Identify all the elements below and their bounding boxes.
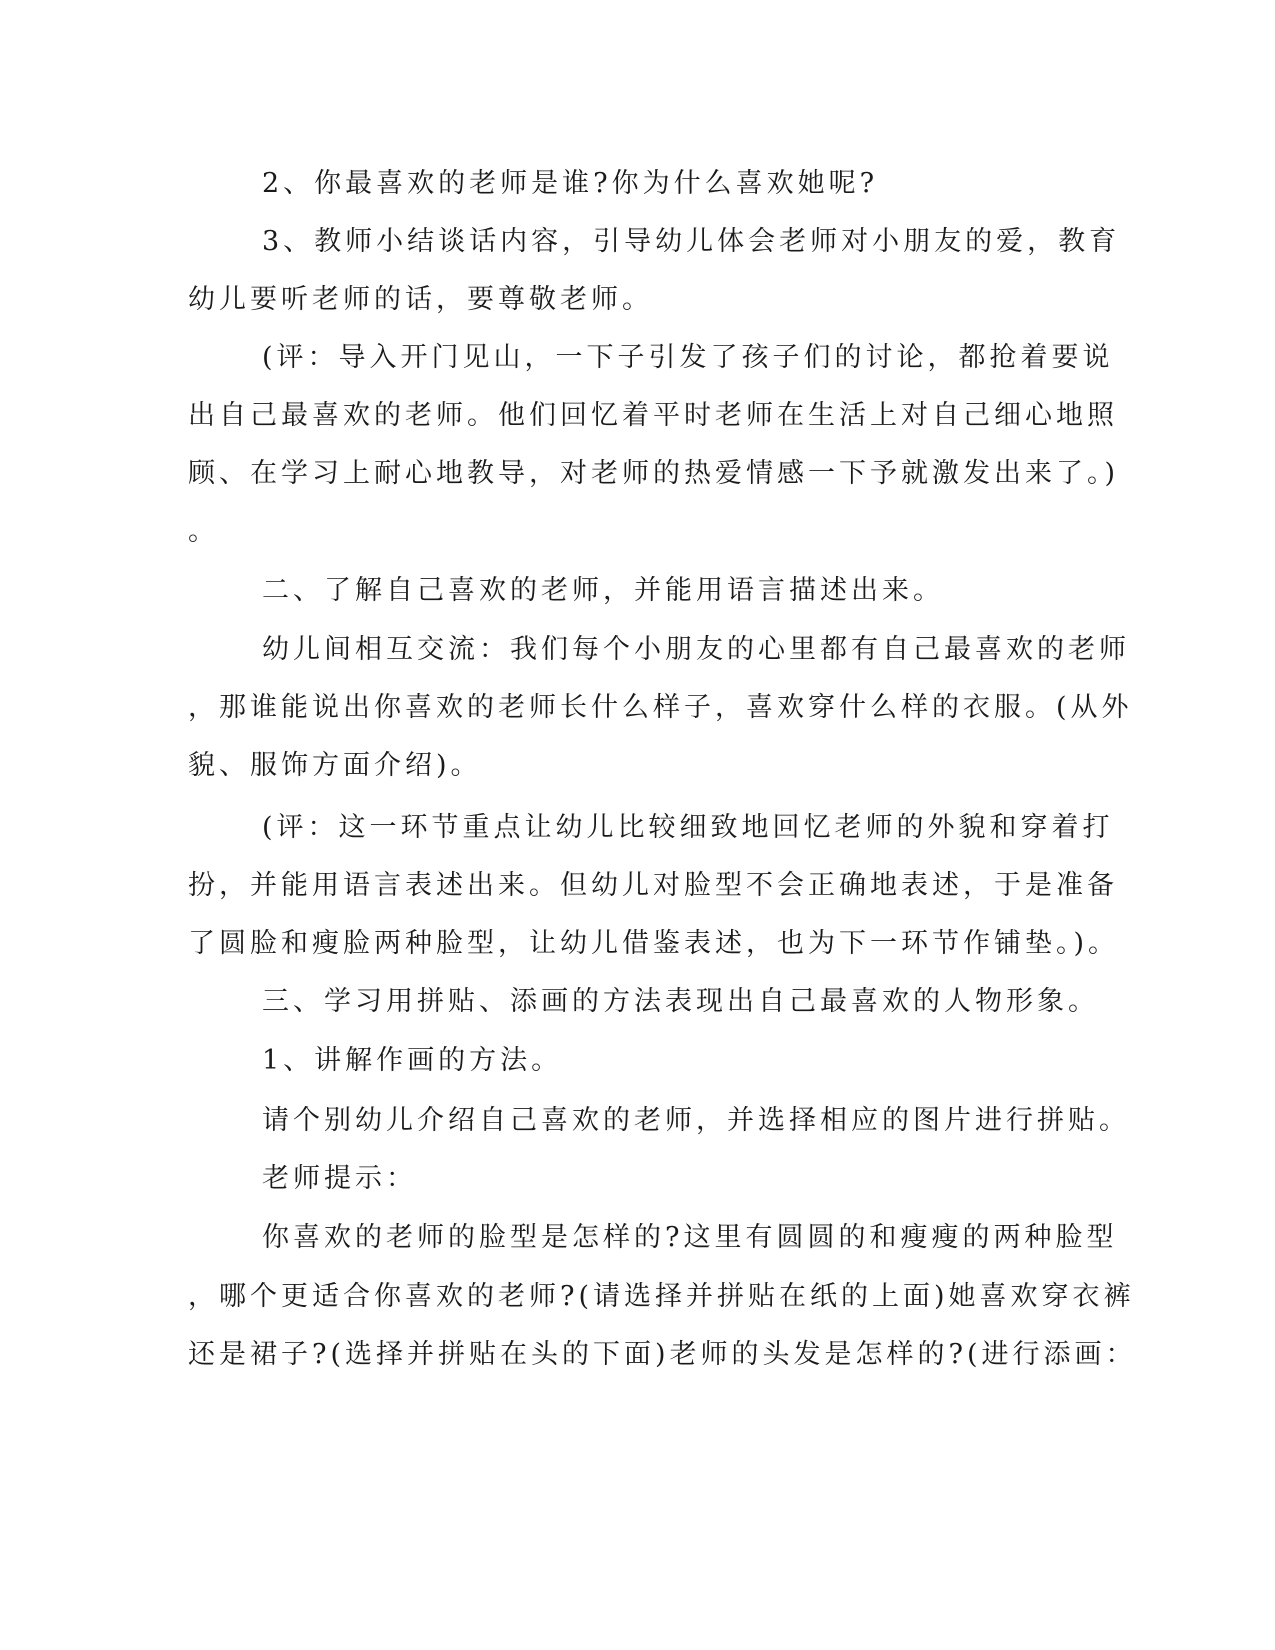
text-line-content: 还是裙子?(选择并拼贴在头的下面)老师的头发是怎样的?(进行添画： xyxy=(188,1339,1137,1370)
text-line-content: 幼儿间相互交流：我们每个小朋友的心里都有自己最喜欢的老师 xyxy=(262,634,1130,665)
text-line-content: 3、教师小结谈话内容，引导幼儿体会老师对小朋友的爱，教育 xyxy=(262,226,1121,257)
text-line-content: 貌、服饰方面介绍)。 xyxy=(188,750,482,781)
text-line-content: 了圆脸和瘦脸两种脸型，让幼儿借鉴表述，也为下一环节作铺垫。)。 xyxy=(188,928,1120,959)
text-line-content: (评：这一环节重点让幼儿比较细致地回忆老师的外貌和穿着打 xyxy=(262,812,1114,843)
text-line-content: ，哪个更适合你喜欢的老师?(请选择并拼贴在纸的上面)她喜欢穿衣裤 xyxy=(188,1281,1135,1312)
text-line-content: 出自己最喜欢的老师。他们回忆着平时老师在生活上对自己细心地照 xyxy=(188,400,1118,431)
text-line-content: 你喜欢的老师的脸型是怎样的?这里有圆圆的和瘦瘦的两种脸型 xyxy=(262,1222,1118,1253)
text-line-content: 顾、在学习上耐心地教导，对老师的热爱情感一下予就激发出来了。) xyxy=(188,458,1120,489)
text-line-content: 扮，并能用语言表述出来。但幼儿对脸型不会正确地表述，于是准备 xyxy=(188,870,1118,901)
text-line-content: ，那谁能说出你喜欢的老师长什么样子，喜欢穿什么样的衣服。(从外 xyxy=(188,692,1133,723)
text-line-content: 。 xyxy=(188,516,219,547)
text-line-content: 老师提示： xyxy=(262,1163,417,1194)
text-line-content: 2、你最喜欢的老师是谁?你为什么喜欢她呢? xyxy=(262,168,879,199)
text-line-content: 1、讲解作画的方法。 xyxy=(262,1045,563,1076)
text-line-content: 幼儿要听老师的话，要尊敬老师。 xyxy=(188,284,653,315)
text-line-content: 二、了解自己喜欢的老师，并能用语言描述出来。 xyxy=(262,575,944,606)
text-line-content: 请个别幼儿介绍自己喜欢的老师，并选择相应的图片进行拼贴。 xyxy=(262,1105,1130,1136)
text-line-content: (评：导入开门见山，一下子引发了孩子们的讨论，都抢着要说 xyxy=(262,342,1114,373)
text-line-content: 三、学习用拼贴、添画的方法表现出自己最喜欢的人物形象。 xyxy=(262,986,1099,1017)
